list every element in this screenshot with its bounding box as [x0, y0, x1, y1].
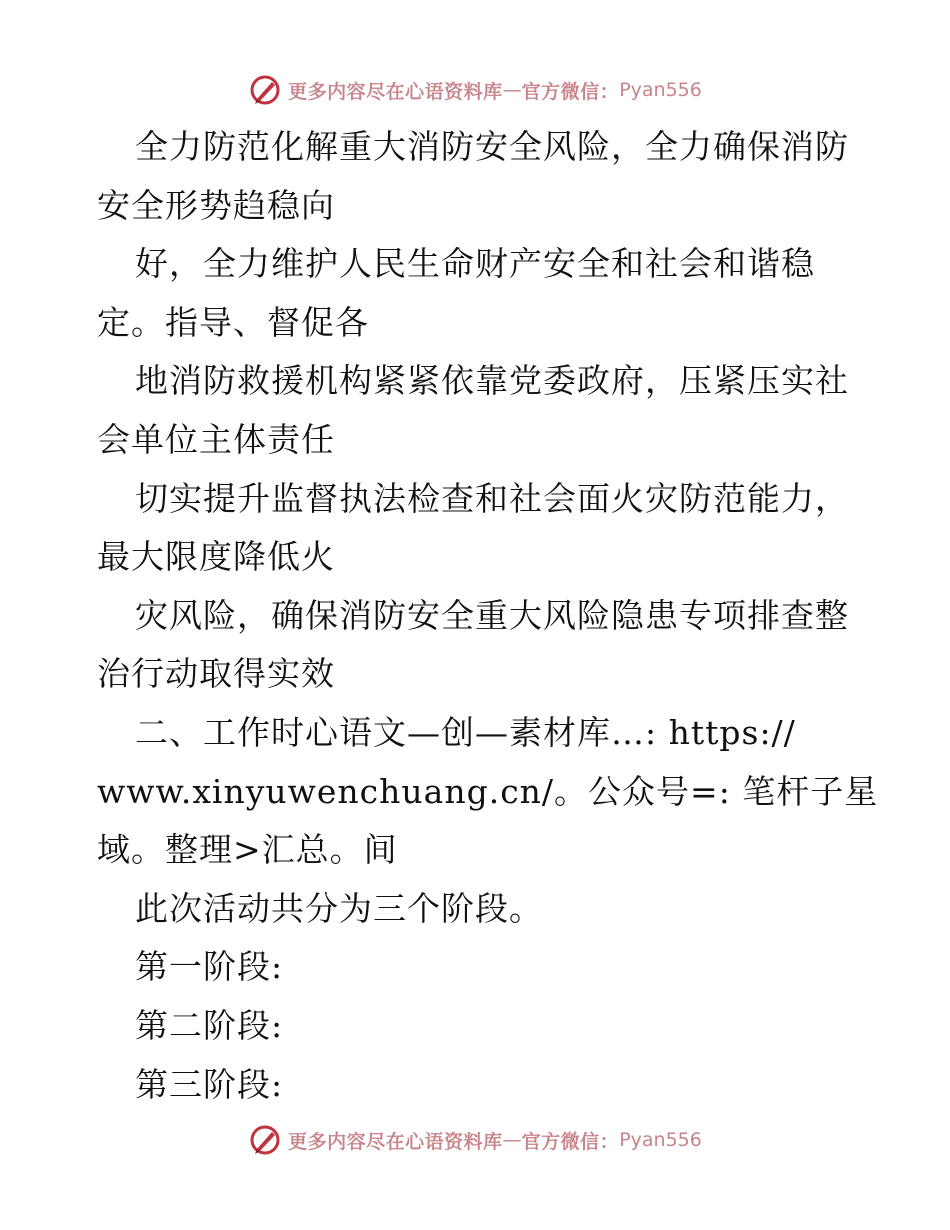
watermark-contact-id: Pyan556: [619, 79, 702, 101]
watermark-contact-id: Pyan556: [619, 1129, 702, 1151]
footer-watermark: [0, 1120, 950, 1160]
text-line: 域。整理>汇总。间: [97, 830, 398, 870]
watermark-contact-label: 官方微信：: [521, 1130, 620, 1153]
header-watermark: [0, 70, 950, 110]
text-line: 地消防救援机构紧紧依靠党委政府，压紧压实社: [135, 361, 849, 401]
watermark-dash: —: [502, 1129, 522, 1151]
text-line: 第一阶段:: [135, 947, 284, 987]
text-line: 最大限度降低火: [97, 537, 335, 577]
watermark-contact-label: 官方微信：: [521, 80, 620, 103]
text-line: 安全形势趋稳向: [97, 185, 335, 225]
text-line: 切实提升监督执法检查和社会面火灾防范能力，: [135, 478, 849, 518]
text-line: 会单位主体责任: [97, 419, 335, 459]
document-body: [97, 118, 879, 1114]
text-line: 此次活动共分为三个阶段。: [135, 888, 543, 928]
text-line: 第二阶段:: [135, 1005, 284, 1045]
text-line: 定。指导、督促各: [97, 302, 369, 342]
watermark-brand: 更多内容尽在心语资料库: [288, 80, 503, 103]
pen-logo-icon: [248, 1123, 282, 1157]
watermark-brand: 更多内容尽在心语资料库: [288, 1130, 503, 1153]
pen-logo-icon: [248, 73, 282, 107]
text-line: www.xinyuwenchuang.cn/。公众号=: 笔杆子星: [97, 771, 879, 811]
text-line: 全力防范化解重大消防安全风险，全力确保消防: [135, 127, 849, 166]
text-line: 二、工作时心语文—创—素材库…: https://: [135, 712, 796, 752]
text-line: 第三阶段:: [135, 1064, 284, 1104]
text-line: 灾风险，确保消防安全重大风险隐患专项排查整: [135, 595, 849, 635]
text-line: 好，全力维护人民生命财产安全和社会和谐稳: [135, 244, 815, 284]
watermark-dash: —: [502, 79, 522, 101]
text-line: 治行动取得实效: [97, 654, 335, 694]
